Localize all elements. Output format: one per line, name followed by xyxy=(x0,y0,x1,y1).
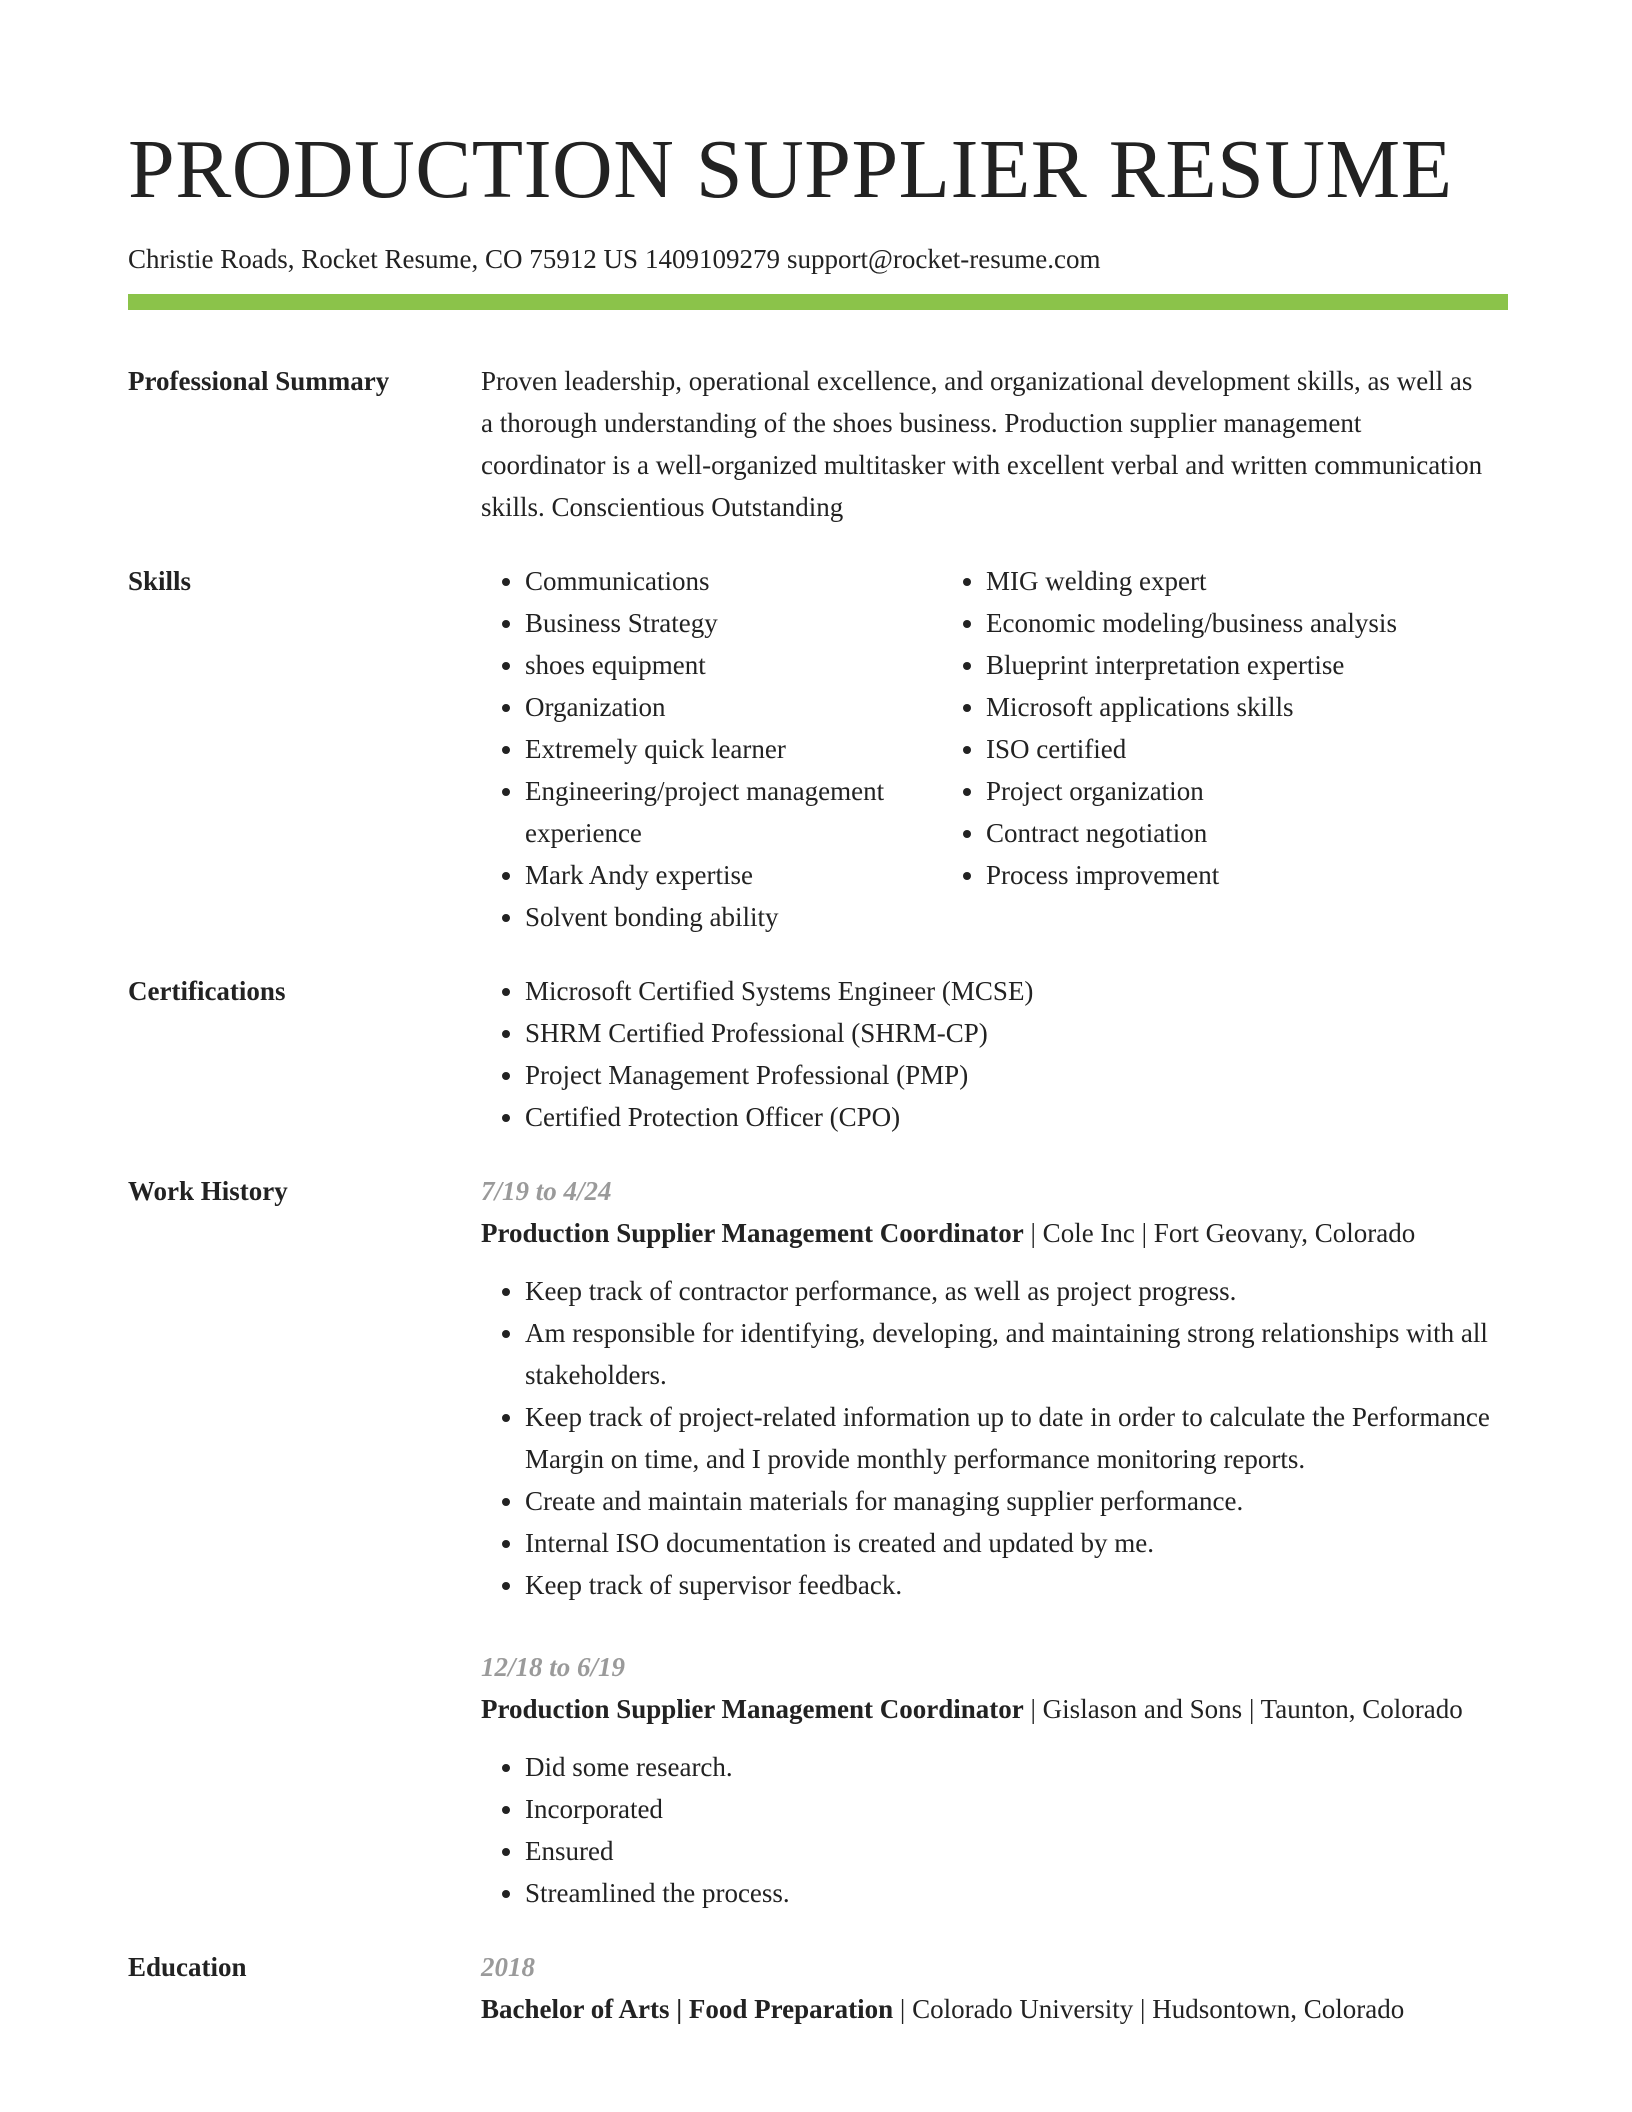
education-heading xyxy=(481,1988,1508,2030)
skill-item: • Communications xyxy=(525,560,942,602)
certification-item: • Microsoft Certified Systems Engineer (MCSE) xyxy=(525,970,1508,1012)
certification-item: • Project Management Professional (PMP) xyxy=(525,1054,1508,1096)
skills-list-left xyxy=(481,560,942,938)
section-label: Certifications xyxy=(128,976,286,1006)
section-label: Education xyxy=(128,1952,247,1982)
job-bullets xyxy=(481,1270,1508,1606)
summary-text: Proven leadership, operational excellence, and organizational development skills, as well as a thorough understanding of the shoes business. Production supplier management coordinator is a well-organized multitasker with excellent verbal and written communication skills. Conscientious Outstanding xyxy=(481,366,1483,522)
job-entry xyxy=(481,1646,1508,1914)
job-bullet: • Streamlined the process. xyxy=(525,1872,1508,1914)
education-body xyxy=(481,1946,1508,2030)
section-professional-summary xyxy=(128,360,1508,528)
job-heading xyxy=(481,1688,1508,1730)
section-education xyxy=(128,1946,1508,2030)
skill-item: • Process improvement xyxy=(986,854,1508,896)
job-bullet: • Ensured xyxy=(525,1830,1508,1872)
job-bullet: • Keep track of project-related information up to date in order to calculate the Performance Margin on time, and I provide monthly performance monitoring reports. xyxy=(525,1396,1508,1480)
certifications-body xyxy=(481,970,1508,1138)
job-details: | Cole Inc | Fort Geovany, Colorado xyxy=(1023,1218,1416,1248)
job-bullet: • Incorporated xyxy=(525,1788,1508,1830)
job-bullet: • Keep track of supervisor feedback. xyxy=(525,1564,1508,1606)
work-history-body xyxy=(481,1170,1508,1914)
skill-item: • Mark Andy expertise xyxy=(525,854,942,896)
skill-item: • shoes equipment xyxy=(525,644,942,686)
job-title: Production Supplier Management Coordinator xyxy=(481,1218,1024,1248)
section-label: Work History xyxy=(128,1176,288,1206)
contact-line xyxy=(128,242,1508,276)
skill-item: • Solvent bonding ability xyxy=(525,896,942,938)
job-dates: 12/18 to 6/19 xyxy=(481,1652,626,1682)
job-bullet: • Am responsible for identifying, developing, and maintaining strong relationships with all stakeholders. xyxy=(525,1312,1508,1396)
education-details: | Colorado University | Hudsontown, Colorado xyxy=(893,1994,1405,2024)
job-bullets xyxy=(481,1746,1508,1914)
job-bullet: • Create and maintain materials for managing supplier performance. xyxy=(525,1480,1508,1522)
job-entry xyxy=(481,1170,1508,1606)
contact-phone: 1409109279 xyxy=(644,244,780,274)
section-label: Skills xyxy=(128,566,192,596)
skill-item: • Organization xyxy=(525,686,942,728)
job-bullet: • Keep track of contractor performance, as well as project progress. xyxy=(525,1270,1508,1312)
certifications-list xyxy=(481,970,1508,1138)
skill-item: • MIG welding expert xyxy=(986,560,1508,602)
skills-columns xyxy=(481,560,1508,938)
section-work-history xyxy=(128,1170,1508,1914)
education-year: 2018 xyxy=(481,1952,535,1982)
skill-item: • Contract negotiation xyxy=(986,812,1508,854)
job-heading xyxy=(481,1212,1508,1254)
skill-item: • ISO certified xyxy=(986,728,1508,770)
job-bullet: • Internal ISO documentation is created and updated by me. xyxy=(525,1522,1508,1564)
job-details: | Gislason and Sons | Taunton, Colorado xyxy=(1023,1694,1463,1724)
contact-email: support@rocket-resume.com xyxy=(786,244,1101,274)
skill-item: • Engineering/project management experience xyxy=(525,770,942,854)
skill-item: • Microsoft applications skills xyxy=(986,686,1508,728)
job-dates: 7/19 to 4/24 xyxy=(481,1176,612,1206)
certification-item: • SHRM Certified Professional (SHRM-CP) xyxy=(525,1012,1508,1054)
skill-item: • Economic modeling/business analysis xyxy=(986,602,1508,644)
section-certifications xyxy=(128,970,1508,1138)
accent-divider xyxy=(128,294,1508,310)
section-skills xyxy=(128,560,1508,938)
contact-address: Christie Roads, Rocket Resume, CO 75912 US xyxy=(128,244,638,274)
skill-item: • Business Strategy xyxy=(525,602,942,644)
skill-item: • Project organization xyxy=(986,770,1508,812)
skill-item: • Extremely quick learner xyxy=(525,728,942,770)
education-degree: Bachelor of Arts | Food Preparation xyxy=(481,1994,894,2024)
job-bullet: • Did some research. xyxy=(525,1746,1508,1788)
job-title: Production Supplier Management Coordinator xyxy=(481,1694,1024,1724)
skill-item: • Blueprint interpretation expertise xyxy=(986,644,1508,686)
section-label: Professional Summary xyxy=(128,366,390,396)
resume-title: PRODUCTION SUPPLIER RESUME xyxy=(128,123,1453,216)
skills-list-right xyxy=(942,560,1508,938)
certification-item: • Certified Protection Officer (CPO) xyxy=(525,1096,1508,1138)
